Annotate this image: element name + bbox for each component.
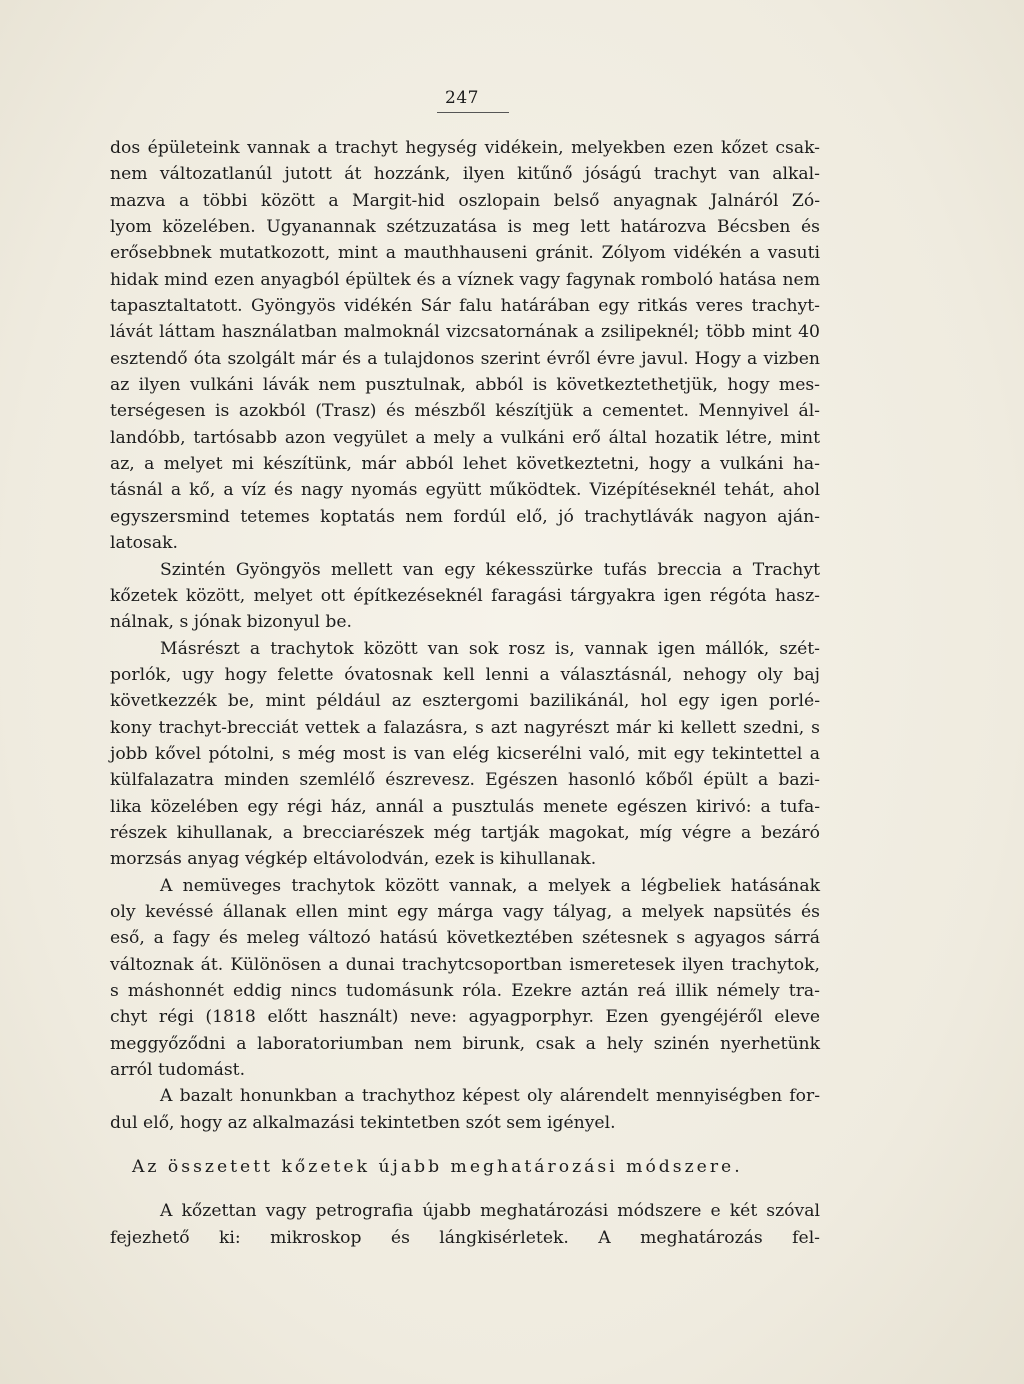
text-line: külfalazatra minden szemlélő észrevesz. Egészen hasonló kőből épült a bazi- — [110, 770, 820, 791]
text-line: kőzetek között, melyet ott építkezéseknél faragási tárgyakra igen régóta hasz- — [110, 585, 820, 606]
text-line: terségesen is azokból (Trasz) és mészből készítjük a cementet. Mennyivel ál- — [110, 401, 820, 422]
text-line: porlók, ugy hogy felette óvatosnak kell lenni a választásnál, nehogy oly baj — [110, 664, 820, 685]
text-line: dul elő, hogy az alkalmazási tekintetben szót sem igényel. — [110, 1112, 616, 1133]
section-spacer — [110, 1180, 820, 1198]
text-line: esztendő óta szolgált már és a tulajdonos szerint évről évre javul. Hogy a vizben — [110, 348, 820, 369]
text-line: lávát láttam használatban malmoknál vizcsatornának a zsilipeknél; több mint 40 — [110, 322, 820, 343]
text-line: morzsás anyag végkép eltávolodván, ezek is kihullanak. — [110, 849, 597, 870]
text-line: nálnak, s jónak bizonyul be. — [110, 612, 352, 633]
text-line: latosak. — [110, 533, 178, 554]
page-number: 247 — [445, 88, 479, 108]
text-line: változnak át. Különösen a dunai trachytcsoportban ismeretesek ilyen trachytok, — [110, 954, 820, 975]
text-line: s máshonnét eddig nincs tudomásunk róla. Ezekre aztán reá illik némely tra- — [110, 981, 820, 1001]
page-number-rule — [437, 112, 509, 113]
text-line: A bazalt honunkban a trachythoz képest oly alárendelt mennyiségben for- — [160, 1086, 820, 1107]
text-line: lyom közelében. Ugyanannak szétzuzatása is meg lett határozva Bécsben és — [110, 217, 820, 238]
section-heading: Az összetett kőzetek újabb meghatározási módszere. — [132, 1157, 743, 1178]
text-line: tapasztaltatott. Gyöngyös vidékén Sár falu határában egy ritkás veres trachyt- — [110, 296, 820, 317]
text-line: dos épületeink vannak a trachyt hegység vidékein, melyekben ezen kőzet csak- — [110, 138, 820, 158]
text-line: következzék be, mint például az esztergomi bazilikánál, hol egy igen porlé- — [110, 691, 820, 712]
text-line: oly kevéssé állanak ellen mint egy márga vagy tályag, a melyek napsütés és — [110, 901, 820, 922]
text-line: az ilyen vulkáni lávák nem pusztulnak, abból is következtethetjük, hogy mes- — [110, 375, 820, 396]
text-line: meggyőződni a laboratoriumban nem birunk, csak a hely szinén nyerhetünk — [110, 1033, 820, 1054]
text-line: erősebbnek mutatkozott, mint a mauthhauseni gránit. Zólyom vidékén a vasuti — [110, 243, 820, 264]
text-line: tásnál a kő, a víz és nagy nyomás együtt működtek. Vizépítéseknél tehát, ahol — [110, 480, 820, 501]
text-line: landóbb, tartósabb azon vegyület a mely a vulkáni erő által hozatik létre, mint — [110, 427, 820, 448]
text-line: nem változatlanúl jutott át hozzánk, ilyen kitűnő jóságú trachyt van alkal- — [110, 164, 820, 185]
text-line: eső, a fagy és meleg változó hatású következtében szétesnek s agyagos sárrá — [110, 928, 820, 949]
text-line: részek kihullanak, a brecciarészek még tartják magokat, míg végre a bezáró — [110, 822, 820, 843]
text-line: Másrészt a trachytok között van sok rosz is, vannak igen mállók, szét- — [160, 638, 820, 659]
text-line: Szintén Gyöngyös mellett van egy kékesszürke tufás breccia a Trachyt — [160, 559, 820, 580]
section-spacer — [110, 1136, 820, 1154]
body-text — [110, 135, 820, 1251]
text-line: chyt régi (1818 előtt használt) neve: agyagporphyr. Ezen gyengéjéről eleve — [110, 1007, 820, 1028]
text-line: kony trachyt-brecciát vettek a falazásra, s azt nagyrészt már ki kellett szedni, s — [110, 717, 820, 738]
text-line: arról tudomást. — [110, 1060, 246, 1081]
text-line: A kőzettan vagy petrografia újabb meghatározási módszere e két szóval — [160, 1201, 820, 1222]
text-line: A nemüveges trachytok között vannak, a melyek a légbeliek hatásának — [160, 875, 820, 896]
text-line: jobb kővel pótolni, s még most is van elég kicserélni való, mit egy tekintettel a — [110, 743, 820, 764]
text-line: az, a melyet mi készítünk, már abból lehet következtetni, hogy a vulkáni ha- — [110, 454, 820, 475]
text-line: hidak mind ezen anyagból épültek és a víznek vagy fagynak romboló hatása nem — [110, 269, 820, 290]
text-line: lika közelében egy régi ház, annál a pusztulás menete egészen kirivó: a tufa- — [110, 796, 820, 817]
text-line: egyszersmind tetemes koptatás nem fordúl elő, jó trachytlávák nagyon aján- — [110, 506, 820, 527]
text-line: mazva a többi között a Margit-hid oszlopain belső anyagnak Jalnáról Zó- — [110, 190, 820, 211]
text-line: fejezhető ki: mikroskop és lángkisérletek. A meghatározás fel- — [110, 1227, 820, 1248]
